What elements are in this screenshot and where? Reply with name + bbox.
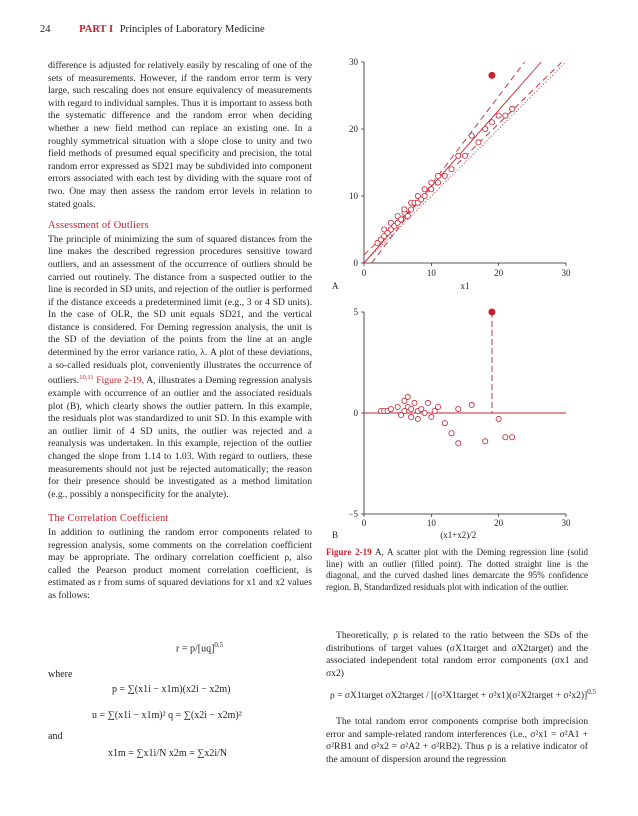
- x-tick-label: 10: [426, 518, 436, 528]
- data-point: [429, 414, 434, 419]
- equation-uq: u = ∑(x1i − x1m)² q = ∑(x2i − x2m)²: [92, 710, 242, 721]
- reference-citation[interactable]: 10,11: [79, 374, 94, 382]
- panel-label-a: A: [332, 281, 339, 291]
- data-point: [510, 435, 515, 440]
- data-point: [456, 441, 461, 446]
- data-point: [496, 113, 501, 118]
- y-tick-label: 10: [349, 191, 358, 201]
- figure-caption: Figure 2-19 A, A scatter plot with the Deming regression line (solid line) with an outlier (filled point). The dotted straight line is the diagonal, and the curved dashed lines demarcate the 95% confidence region. B, Standardized residuals plot with indication of the outlier.: [326, 547, 588, 592]
- data-point: [398, 217, 403, 222]
- data-point: [388, 406, 393, 411]
- x-axis-label: (x1+x2)/2: [440, 530, 477, 540]
- data-point: [489, 120, 494, 125]
- data-point: [503, 113, 508, 118]
- x-tick-label: 20: [494, 518, 504, 528]
- equation-means: x1m = ∑x1i/N x2m = ∑x2i/N: [108, 748, 228, 759]
- data-point: [435, 404, 440, 409]
- panel-label-b: B: [332, 530, 339, 540]
- data-point: [462, 153, 467, 158]
- label-where: where: [48, 669, 73, 680]
- data-point: [496, 416, 501, 421]
- page-number: 24: [40, 24, 51, 35]
- x-tick-label: 20: [494, 268, 504, 278]
- data-point: [409, 414, 414, 419]
- data-point: [503, 435, 508, 440]
- data-point: [449, 167, 454, 172]
- data-point: [422, 187, 427, 192]
- y-tick-label: −5: [348, 509, 358, 519]
- y-tick-label: 5: [353, 307, 358, 317]
- x-tick-label: 0: [361, 268, 367, 278]
- data-point: [415, 416, 420, 421]
- data-point: [409, 406, 414, 411]
- header-title: Principles of Laboratory Medicine: [119, 24, 265, 35]
- data-point: [405, 394, 410, 399]
- data-point: [422, 410, 427, 415]
- data-point: [456, 153, 461, 158]
- data-point: [449, 431, 454, 436]
- equation-rho: ρ = σX1target σX2target / [(σ²X1target + σ²x1)(σ²X2target + σ²x2)]$^{0.5}$: [330, 688, 596, 702]
- right-column-continued: [326, 716, 588, 766]
- section-heading: The Correlation Coefficient: [48, 513, 169, 525]
- data-point: [483, 126, 488, 131]
- y-tick-label: 0: [353, 408, 358, 418]
- data-point: [435, 173, 440, 178]
- y-tick-label: 20: [349, 124, 358, 134]
- x-tick-label: 10: [426, 268, 436, 278]
- data-point: [442, 421, 447, 426]
- figure-panel-b: [326, 300, 588, 545]
- regression-line: [364, 62, 541, 263]
- data-point: [469, 133, 474, 138]
- part-label: PART I: [79, 24, 114, 35]
- data-point: [405, 214, 410, 219]
- data-point: [422, 193, 427, 198]
- data-point: [425, 400, 430, 405]
- data-point: [409, 207, 414, 212]
- data-point: [483, 439, 488, 444]
- equation-r: r = p/[uq]$^{0.5}$: [176, 641, 224, 655]
- diagonal-line: [364, 62, 566, 263]
- data-point: [476, 140, 481, 145]
- x-tick-label: 0: [361, 518, 367, 528]
- data-point: [412, 400, 417, 405]
- data-point: [402, 207, 407, 212]
- y-tick-label: 0: [353, 258, 358, 268]
- running-header: [40, 24, 265, 35]
- data-point: [435, 180, 440, 185]
- equation-p: p = ∑(x1i − x1m)(x2i − x2m): [112, 684, 231, 695]
- outlier-point: [489, 309, 495, 315]
- paragraph: The principle of minimizing the sum of squared distances from the line makes the described regression procedures sensitive toward outliers, and an assessment of the occurrence of outliers should be carried out routinely. The distance from a suspected outlier to the line is recorded in SD units, and rejection of the outlier is performed if the distance exceeds a predetermined limit (e.g., 3 or 4 SD units). In the case of OLR, the SD unit equals SD21, and the vertical distance is considered. For Deming regression analysis, the unit is the SD of the deviation of the points from the line at an angle determined by the error variance ratio, λ. A plot of these deviations, a so-called residuals plot, conveniently illustrates the occurrence of outliers.$^{10,11}$ Figure 2-19, A, illustrates a Deming regression analysis example with occurrence of an outlier and the associated residuals plot (B), which clearly shows the outlier pattern. In this example, the residuals plot was standardized to unit SD. In this example with an outlier limit of 4 SD units, the outlier was rejected and a reanalysis was undertaken. In this example, rejection of the outlier changed the slope from 1.14 to 1.03. With regard to outliers, these measurements should not just be rejected automatically; the reason for their presence should be investigated as a method limitation (e.g., possibly a nonspecificity for the analyte).: [48, 233, 312, 500]
- data-point: [429, 180, 434, 185]
- data-point: [469, 402, 474, 407]
- y-tick-label: 30: [349, 57, 358, 67]
- x-tick-label: 30: [561, 268, 571, 278]
- data-point: [429, 187, 434, 192]
- data-point: [510, 106, 515, 111]
- data-point: [456, 406, 461, 411]
- figure-link[interactable]: Figure 2-19: [96, 375, 142, 387]
- paragraph: difference is adjusted for relatively easily by rescaling of one of the sets of measurements. However, if the random error term is very large, such rescaling does not ensure equivalency of measurements with regard to individual samples. Thus it is important to assess both the systematic difference and the random error when deciding whether a new field method can replace an existing one. In a roughly symmetrical situation with a slope close to unity and two field methods of presumed equal specificity and precision, the total random error expressed as SD21 may be subdivided into component errors associated with each test by dividing with the square root of two. One may then assess the random error levels in relation to stated goals.: [48, 60, 312, 210]
- figure-panel-a: [326, 50, 588, 300]
- x-tick-label: 30: [561, 518, 571, 528]
- x-axis-label: x1: [460, 281, 470, 291]
- label-and: and: [48, 731, 63, 742]
- left-column: [48, 60, 312, 603]
- right-column: [326, 630, 588, 680]
- section-heading: Assessment of Outliers: [48, 220, 149, 232]
- paragraph: In addition to outlining the random error components related to regression analysis, some comments on the correlation coefficient may be appropriate. The ordinary correlation coefficient ρ, also called the Pearson product moment correlation coefficient, is estimated as r from sums of squared deviations for x1 and x2 values as follows:: [48, 526, 312, 601]
- data-point: [395, 404, 400, 409]
- data-point: [442, 173, 447, 178]
- paragraph: The total random error components comprise both imprecision error and sample-related random interferences (i.e., σ²x1 = σ²A1 + σ²RB1 and σ²x2 = σ²A2 + σ²RB2). Thus ρ is a relative indicator of the amount of dispersion around the regression: [326, 716, 588, 765]
- confidence-band: [372, 62, 525, 263]
- outlier-point: [489, 72, 495, 78]
- paragraph: Theoretically, ρ is related to the ratio between the SDs of the distributions of target values (σX1target and σX2target) and the associated independent total random error components (σx1 and σx2): [326, 630, 588, 679]
